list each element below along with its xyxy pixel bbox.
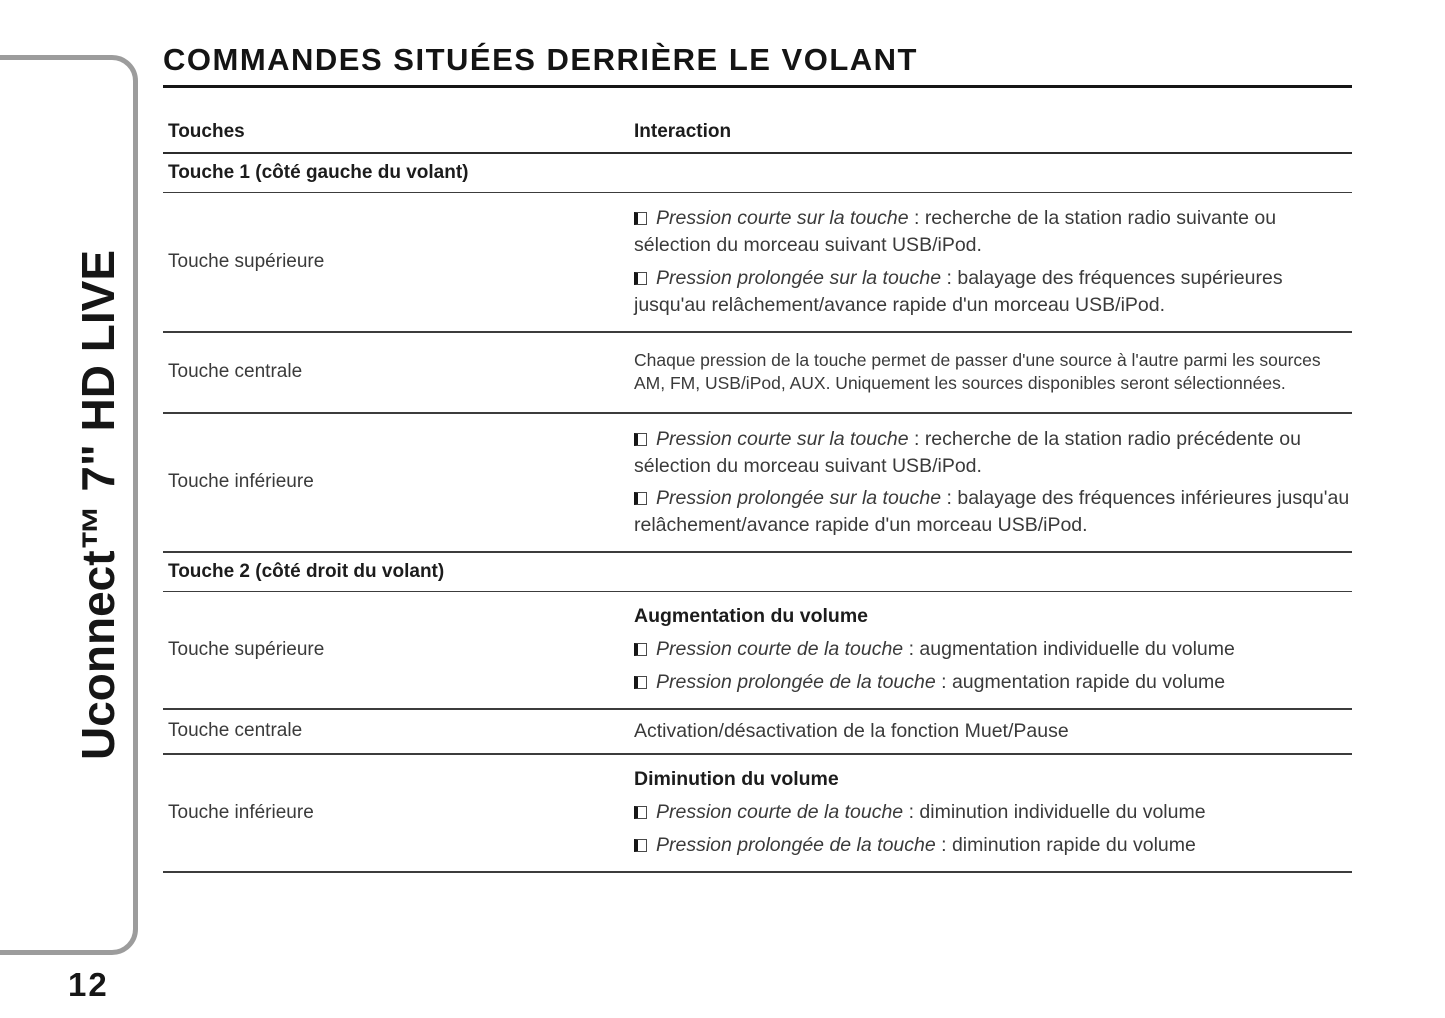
touch-label: Touche inférieure <box>168 801 314 823</box>
square-bullet-icon <box>634 212 647 225</box>
interaction-item: Pression courte de la touche : diminution individuelle du volume <box>634 799 1352 826</box>
interaction-cell <box>634 598 1352 702</box>
square-bullet-icon <box>634 643 647 656</box>
interaction-item: Pression prolongée sur la touche : balayage des fréquences supérieures jusqu'au relâchement/avance rapide d'un morceau USB/iPod. <box>634 266 1283 316</box>
touch-label: Touche inférieure <box>168 471 314 493</box>
controls-table <box>163 113 1352 873</box>
square-bullet-icon <box>634 272 647 285</box>
section-header-touche-1: Touche 1 (côté gauche du volant) <box>163 154 1352 193</box>
volume-heading: Diminution du volume <box>634 767 839 790</box>
interaction-item: Pression prolongée de la touche : augmentation rapide du volume <box>634 669 1352 696</box>
touch-label: Touche centrale <box>168 720 303 742</box>
table-header-row <box>163 113 1352 154</box>
section-header-touche-2: Touche 2 (côté droit du volant) <box>163 553 1352 592</box>
square-bullet-icon <box>634 676 647 689</box>
table-row <box>163 755 1352 873</box>
interaction-text: Activation/désactivation de la fonction Muet/Pause <box>634 719 1069 742</box>
interaction-item: Pression courte sur la touche : recherche de la station radio précédente ou sélection du morceau suivant USB/iPod. <box>634 427 1301 477</box>
page-title: COMMANDES SITUÉES DERRIÈRE LE VOLANT <box>163 42 1352 88</box>
interaction-cell <box>634 343 1352 402</box>
column-header-interaction: Interaction <box>634 121 732 142</box>
page-number: 12 <box>68 966 109 1003</box>
interaction-item: Pression prolongée sur la touche : balayage des fréquences inférieures jusqu'au relâchement/avance rapide d'un morceau USB/iPod. <box>634 487 1350 537</box>
square-bullet-icon <box>634 806 647 819</box>
chapter-title-vertical: Uconnect™ 7" HD LIVE <box>72 250 124 760</box>
square-bullet-icon <box>634 839 647 852</box>
interaction-item: Pression prolongée de la touche : diminution rapide du volume <box>634 832 1352 859</box>
page-content <box>163 42 1352 873</box>
touch-label: Touche supérieure <box>168 250 325 272</box>
touch-label: Touche centrale <box>168 361 303 383</box>
interaction-cell <box>634 761 1352 865</box>
interaction-item: Pression courte de la touche : augmentation individuelle du volume <box>634 636 1352 663</box>
interaction-cell <box>634 199 1352 325</box>
table-row <box>163 193 1352 333</box>
volume-heading: Augmentation du volume <box>634 605 868 628</box>
square-bullet-icon <box>634 433 647 446</box>
interaction-cell <box>634 420 1352 546</box>
interaction-text: Chaque pression de la touche permet de passer d'une source à l'autre parmi les sources AM, FM, USB/iPod, AUX. Uniquement les sources disponibles seront sélectionnées. <box>634 349 1321 394</box>
table-row <box>163 592 1352 710</box>
square-bullet-icon <box>634 492 647 505</box>
column-header-touches: Touches <box>168 121 245 142</box>
interaction-item: Pression courte sur la touche : recherche de la station radio suivante ou sélection du morceau suivant USB/iPod. <box>634 207 1277 256</box>
table-row <box>163 414 1352 554</box>
table-row <box>163 333 1352 414</box>
table-row <box>163 710 1352 755</box>
interaction-cell <box>634 716 1352 747</box>
touch-label: Touche supérieure <box>168 639 325 661</box>
